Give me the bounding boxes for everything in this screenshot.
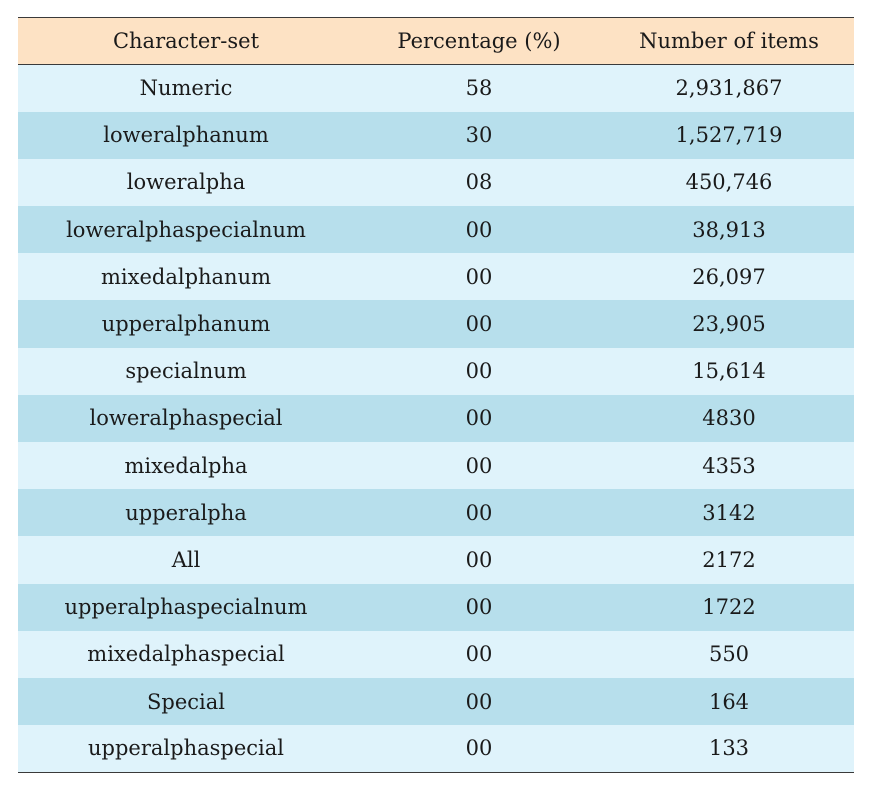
cell-character-set: upperalpha	[125, 500, 247, 525]
table-row	[18, 584, 854, 631]
cell-percentage: 30	[465, 123, 493, 148]
cell-number-of-items: 26,097	[692, 264, 766, 289]
cell-number-of-items: 133	[708, 736, 750, 761]
cell-character-set: Numeric	[139, 76, 233, 101]
cell-percentage: 58	[465, 76, 493, 101]
table-row	[18, 489, 854, 536]
table-row	[18, 631, 854, 678]
cell-percentage: 00	[465, 595, 493, 620]
cell-number-of-items: 4353	[702, 453, 756, 478]
cell-number-of-items: 38,913	[692, 217, 766, 242]
cell-character-set: mixedalphanum	[100, 264, 272, 289]
cell-percentage: 00	[465, 642, 493, 667]
cell-character-set: loweralpha	[126, 170, 246, 195]
cell-number-of-items: 2172	[702, 547, 756, 572]
table-row	[18, 253, 854, 300]
cell-percentage: 00	[465, 217, 493, 242]
data-table-container	[18, 17, 854, 773]
table-row	[18, 159, 854, 206]
header-percentage: Percentage (%)	[397, 29, 561, 53]
cell-number-of-items: 1722	[702, 595, 756, 620]
cell-percentage: 00	[465, 359, 493, 384]
cell-character-set: upperalphaspecialnum	[64, 595, 308, 620]
cell-character-set: loweralphaspecialnum	[66, 217, 306, 242]
header-character-set: Character-set	[112, 29, 260, 53]
table-body	[18, 65, 854, 773]
character-set-table	[18, 17, 854, 773]
table-row	[18, 725, 854, 772]
cell-character-set: loweralphaspecial	[89, 406, 283, 431]
cell-percentage: 08	[465, 170, 493, 195]
cell-percentage: 00	[465, 689, 493, 714]
table-row	[18, 206, 854, 253]
cell-number-of-items: 4830	[702, 406, 756, 431]
cell-number-of-items: 15,614	[692, 359, 766, 384]
table-row	[18, 678, 854, 725]
cell-percentage: 00	[465, 547, 493, 572]
cell-character-set: mixedalphaspecial	[87, 642, 285, 667]
table-row	[18, 348, 854, 395]
cell-number-of-items: 450,746	[685, 170, 773, 195]
header-number-of-items: Number of items	[639, 29, 819, 53]
table-row	[18, 65, 854, 112]
cell-character-set: Special	[147, 689, 225, 714]
cell-number-of-items: 23,905	[692, 312, 766, 337]
cell-character-set: upperalphaspecial	[88, 736, 284, 761]
cell-percentage: 00	[465, 453, 493, 478]
table-row	[18, 300, 854, 347]
table-row	[18, 112, 854, 159]
cell-number-of-items: 1,527,719	[675, 123, 783, 148]
header-row	[18, 18, 854, 65]
cell-percentage: 00	[465, 500, 493, 525]
cell-percentage: 00	[465, 406, 493, 431]
cell-character-set: loweralphanum	[103, 123, 269, 148]
cell-character-set: specialnum	[125, 359, 247, 384]
cell-percentage: 00	[465, 312, 493, 337]
table-row	[18, 536, 854, 583]
table-row	[18, 395, 854, 442]
cell-percentage: 00	[465, 736, 493, 761]
cell-character-set: mixedalpha	[124, 453, 248, 478]
cell-percentage: 00	[465, 264, 493, 289]
table-row	[18, 442, 854, 489]
cell-number-of-items: 164	[708, 689, 750, 714]
cell-number-of-items: 3142	[702, 500, 756, 525]
cell-number-of-items: 2,931,867	[675, 76, 783, 101]
cell-number-of-items: 550	[708, 642, 750, 667]
cell-character-set: All	[171, 547, 201, 572]
table-header	[18, 18, 854, 65]
cell-character-set: upperalphanum	[101, 312, 271, 337]
